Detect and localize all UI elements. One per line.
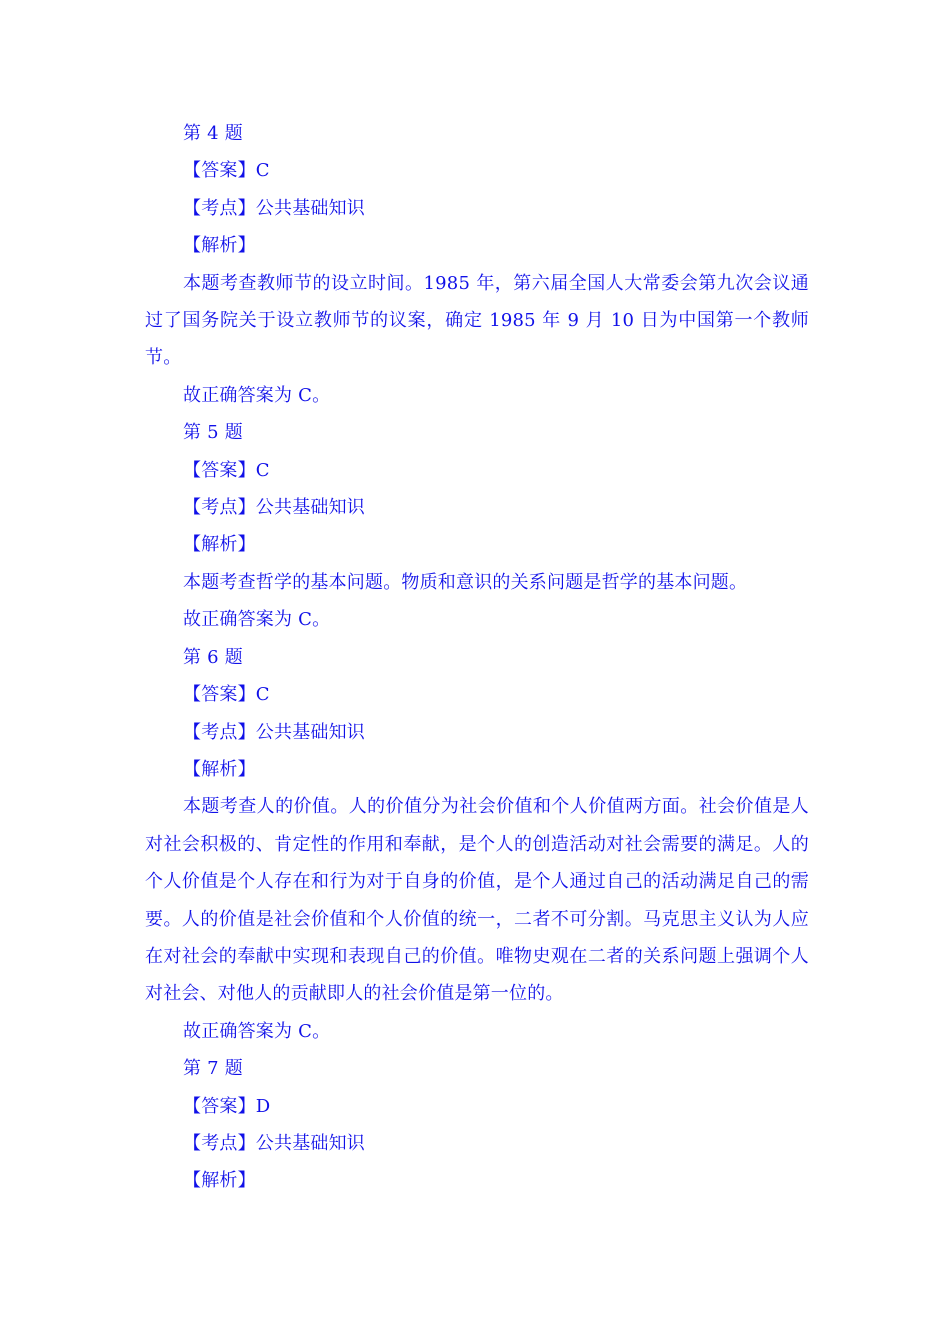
conclusion-line: 故正确答案为 C。 — [183, 609, 331, 631]
analysis-text: 本题考查哲学的基本问题。物质和意识的关系问题是哲学的基本问题。 — [183, 571, 748, 593]
analysis-label: 【解析】 — [183, 235, 256, 257]
answer-line: 【答案】C — [183, 459, 270, 481]
topic-line: 【考点】公共基础知识 — [183, 197, 365, 219]
answer-line: 【答案】C — [183, 160, 270, 182]
question-number: 第 4 题 — [183, 123, 243, 144]
document-page — [145, 115, 809, 1200]
analysis-text: 本题考查教师节的设立时间。1985 年，第六届全国人大常委会第九次会议通过了国务院关于设立教师节的议案，确定 1985 年 9 月 10 日为中国第一个教师节。 — [145, 272, 809, 369]
topic-line: 【考点】公共基础知识 — [183, 497, 365, 519]
analysis-text: 本题考查人的价值。人的价值分为社会价值和个人价值两方面。社会价值是人对社会积极的、肯定性的作用和奉献，是个人的创造活动对社会需要的满足。人的个人价值是个人存在和行为对于自身的价值，是个人通过自己的活动满足自己的需要。人的价值是社会价值和个人价值的统一，二者不可分割。马克思主义认为人应在对社会的奉献中实现和表现自己的价值。唯物史观在二者的关系问题上强调个人对社会、对他人的贡献即人的社会价值是第一位的。 — [145, 796, 809, 1005]
analysis-label: 【解析】 — [183, 758, 256, 780]
analysis-label: 【解析】 — [183, 1170, 256, 1192]
topic-line: 【考点】公共基础知识 — [183, 721, 365, 743]
answer-line: 【答案】D — [183, 1095, 271, 1117]
conclusion-line: 故正确答案为 C。 — [183, 384, 331, 406]
analysis-label: 【解析】 — [183, 534, 256, 556]
answer-line: 【答案】C — [183, 684, 270, 706]
question-number: 第 5 题 — [183, 422, 243, 444]
question-number: 第 7 题 — [183, 1058, 243, 1080]
question-number: 第 6 题 — [183, 646, 243, 668]
topic-line: 【考点】公共基础知识 — [183, 1132, 365, 1154]
conclusion-line: 故正确答案为 C。 — [183, 1020, 331, 1042]
